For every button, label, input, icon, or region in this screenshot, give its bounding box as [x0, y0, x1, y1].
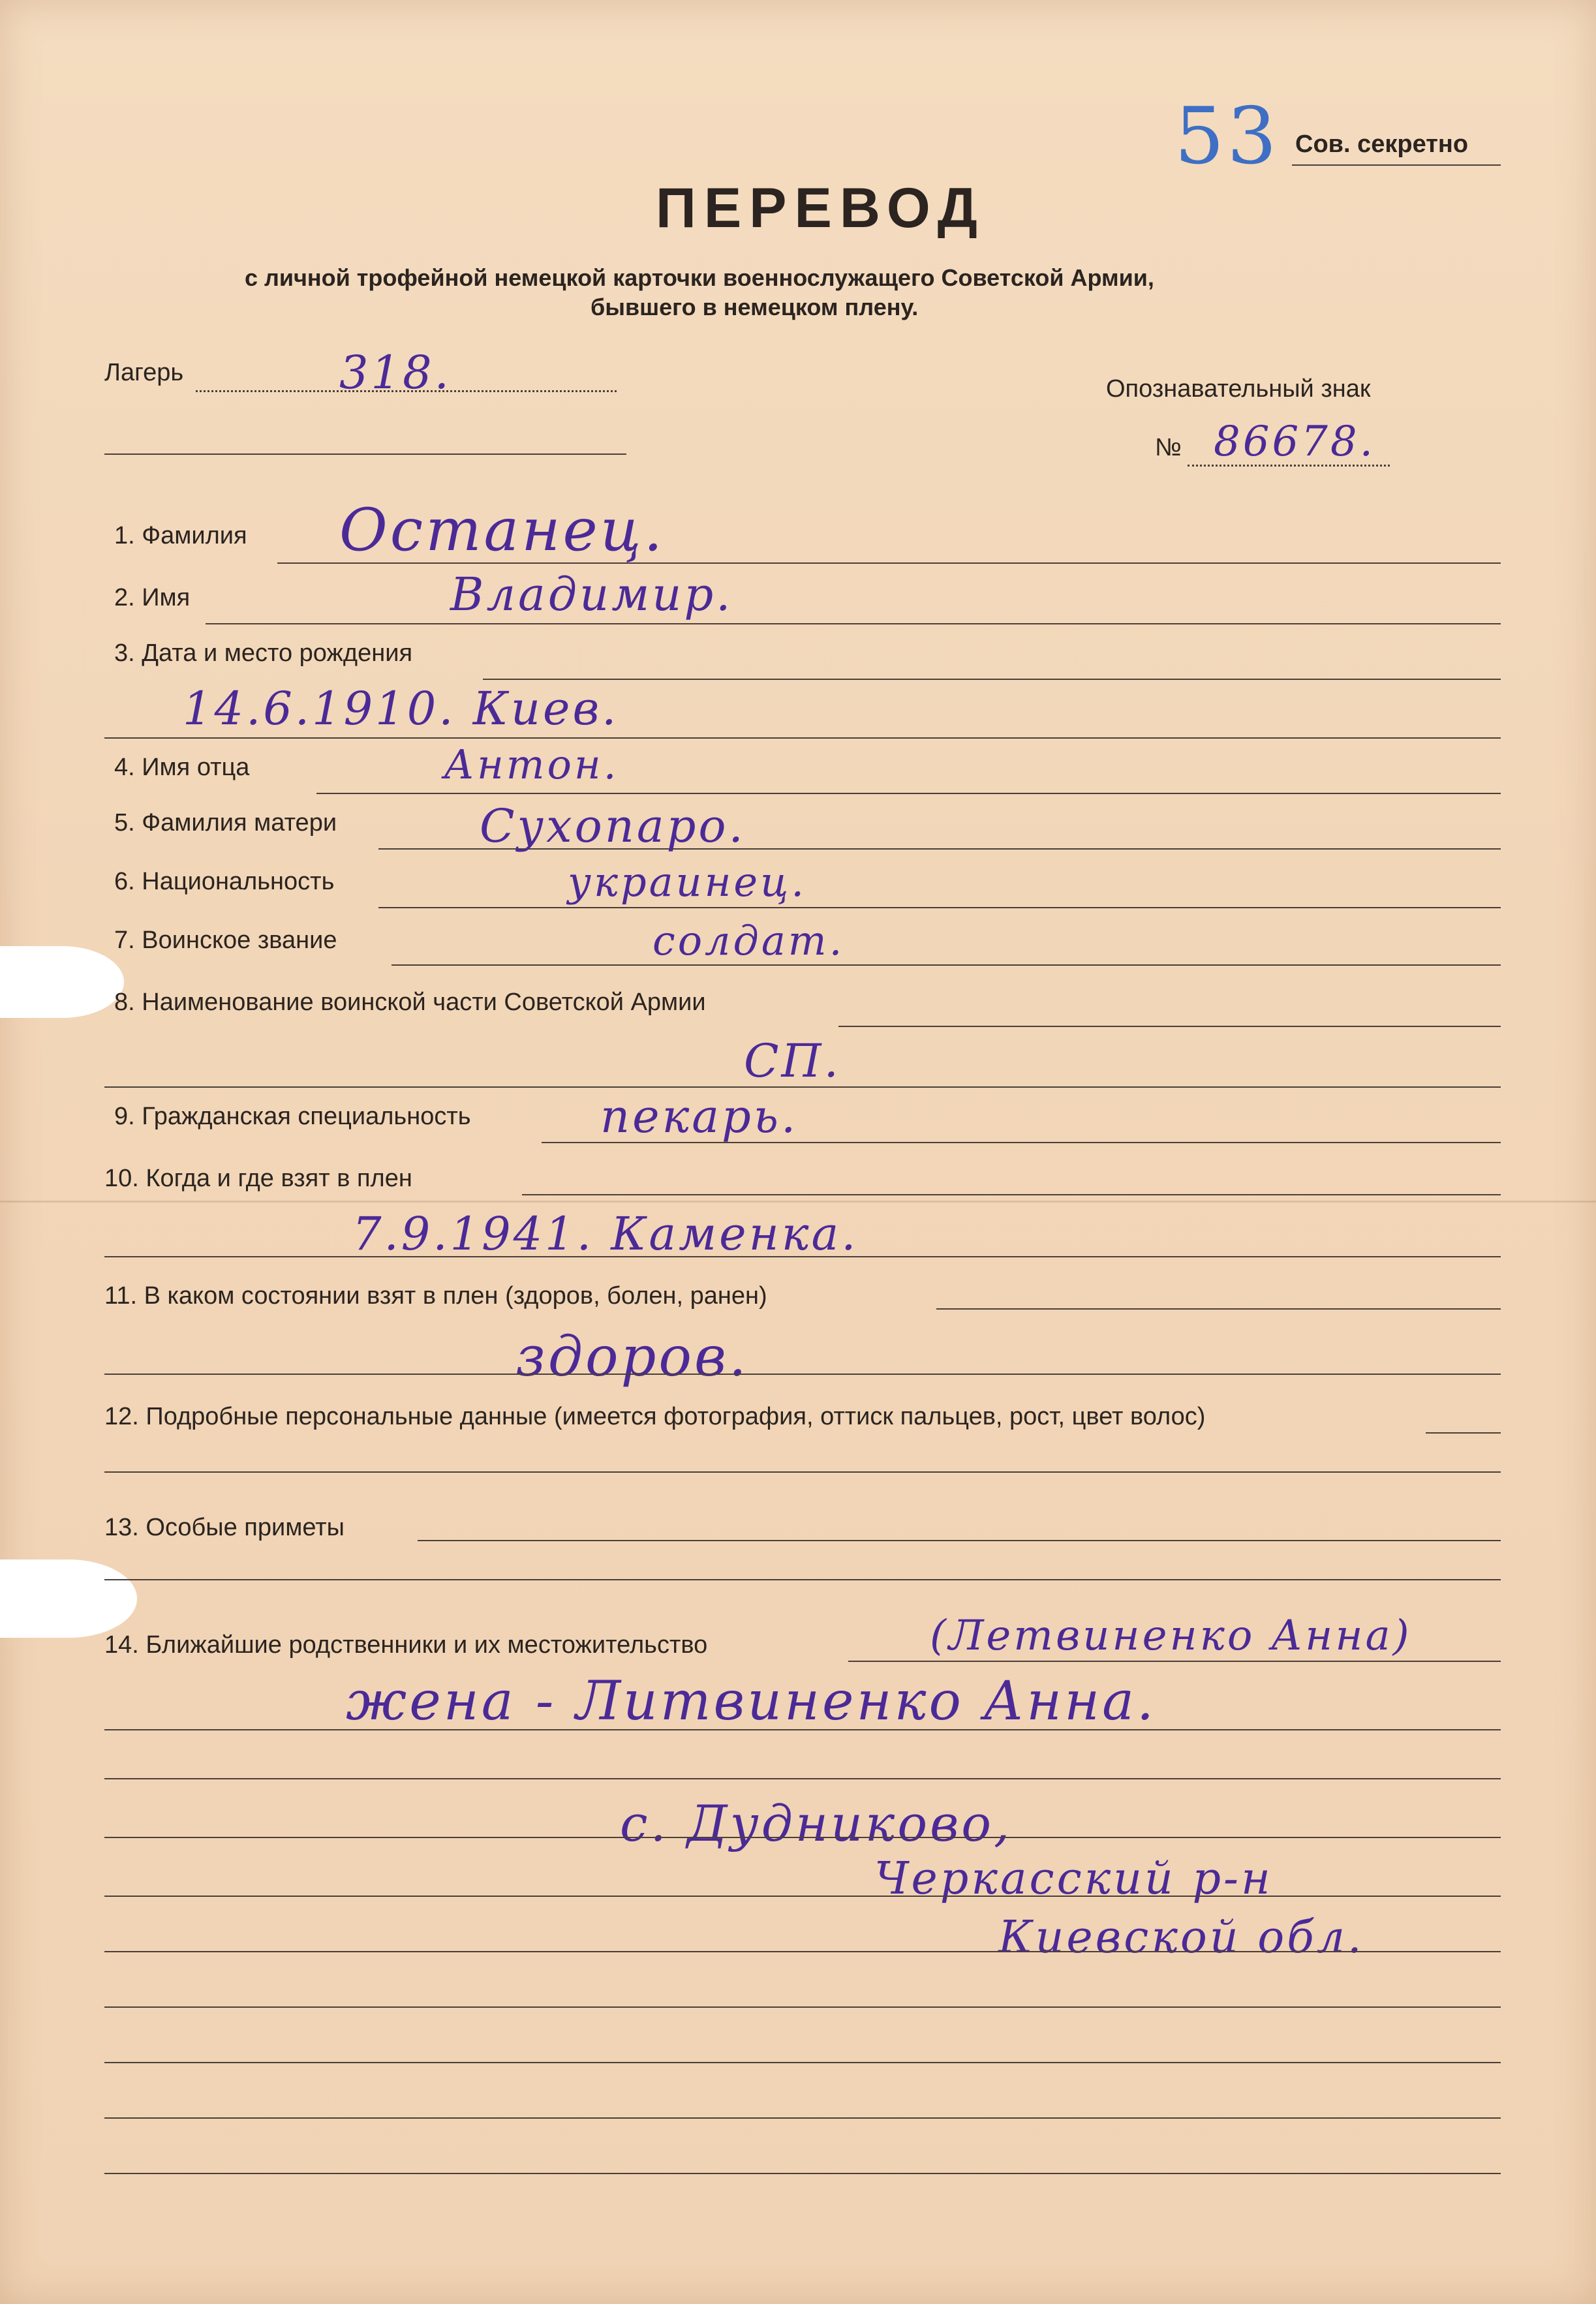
- field-4-label: 4. Имя отца: [114, 754, 250, 781]
- camp-second-line: [104, 453, 626, 455]
- field-14-value: (Летвиненко Анна): [930, 1612, 1412, 1660]
- field-2-value: Владимир.: [450, 568, 733, 621]
- camp-label: Лагерь: [104, 359, 184, 386]
- relatives-line-rule-4: [104, 1896, 1501, 1897]
- field-13-line-2: [104, 1579, 1501, 1580]
- relatives-line-3: Черкасский р-н: [874, 1853, 1273, 1905]
- page-title: ПЕРЕВОД: [656, 177, 985, 239]
- id-mark-value: 86678.: [1214, 418, 1375, 466]
- relatives-line-rule-6: [104, 2006, 1501, 2008]
- id-mark-number-sign: №: [1155, 434, 1182, 461]
- field-13-label: 13. Особые приметы: [104, 1514, 345, 1541]
- camp-value: 318.: [339, 346, 452, 399]
- relatives-line-rule-3: [104, 1837, 1501, 1838]
- field-7-value: солдат.: [652, 917, 845, 964]
- field-8-label: 8. Наименование воинской части Советской Армии: [114, 989, 706, 1016]
- field-10-line-2: [104, 1256, 1501, 1257]
- secrecy-label: Сов. секретно: [1295, 131, 1469, 158]
- field-1-label: 1. Фамилия: [114, 522, 247, 549]
- punch-hole-lower: [0, 1559, 137, 1638]
- field-14-line: [848, 1661, 1501, 1662]
- field-12-line: [1426, 1432, 1501, 1434]
- field-7-label: 7. Воинское звание: [114, 927, 337, 954]
- field-11-line: [936, 1308, 1501, 1310]
- field-7-line: [391, 964, 1501, 966]
- relatives-line-rule-1: [104, 1729, 1501, 1730]
- field-6-value: украинец.: [568, 858, 807, 906]
- field-4-line: [316, 793, 1501, 794]
- field-3-line-2: [104, 737, 1501, 739]
- field-10-line: [522, 1194, 1501, 1195]
- paper-fold: [0, 1201, 1596, 1203]
- field-12-line-2: [104, 1471, 1501, 1473]
- field-3-value: 14.6.1910. Киев.: [183, 682, 619, 735]
- field-9-value: пекарь.: [600, 1090, 799, 1143]
- relatives-line-rule-2: [104, 1778, 1501, 1779]
- field-12-label: 12. Подробные персональные данные (имеется фотография, оттиск пальцев, рост, цвет волос): [104, 1403, 1206, 1430]
- punch-hole-upper: [0, 946, 124, 1018]
- relatives-line-4: Киевской обл.: [998, 1912, 1364, 1963]
- subtitle-line1: с личной трофейной немецкой карточки военнослужащего Советской Армии,: [245, 264, 1154, 291]
- field-9-label: 9. Гражданская специальность: [114, 1103, 471, 1130]
- field-8-line: [838, 1026, 1501, 1027]
- field-1-value: Останец.: [339, 496, 666, 564]
- field-8-value: СП.: [744, 1034, 841, 1088]
- secrecy-underline: [1292, 164, 1501, 166]
- relatives-line-rule-7: [104, 2062, 1501, 2063]
- id-mark-label: Опознавательный знак: [1106, 375, 1371, 403]
- field-11-label: 11. В каком состоянии взят в плен (здоров, болен, ранен): [104, 1282, 767, 1310]
- field-10-label: 10. Когда и где взят в плен: [104, 1165, 412, 1192]
- field-5-label: 5. Фамилия матери: [114, 809, 337, 837]
- stamp-number: 53: [1174, 91, 1280, 182]
- relatives-line-rule-9: [104, 2173, 1501, 2174]
- field-11-value: здоров.: [515, 1325, 749, 1389]
- relatives-line-2: с. Дудниково,: [620, 1794, 1013, 1852]
- field-5-value: Сухопаро.: [480, 799, 746, 853]
- field-3-label: 3. Дата и место рождения: [114, 639, 413, 667]
- field-2-line: [206, 623, 1501, 624]
- relatives-line-1: жена - Литвиненко Анна.: [346, 1670, 1157, 1732]
- field-10-value: 7.9.1941. Каменка.: [352, 1207, 859, 1261]
- field-14-label: 14. Ближайшие родственники и их местожительство: [104, 1631, 708, 1659]
- field-6-label: 6. Национальность: [114, 868, 335, 895]
- field-4-value: Антон.: [444, 741, 619, 788]
- relatives-line-rule-5: [104, 1951, 1501, 1952]
- relatives-line-rule-8: [104, 2117, 1501, 2119]
- field-13-line: [418, 1540, 1501, 1541]
- field-6-line: [378, 907, 1501, 908]
- subtitle-line2: бывшего в немецком плену.: [591, 294, 919, 320]
- field-3-line: [483, 679, 1501, 680]
- field-11-line-2: [104, 1374, 1501, 1375]
- field-2-label: 2. Имя: [114, 584, 191, 611]
